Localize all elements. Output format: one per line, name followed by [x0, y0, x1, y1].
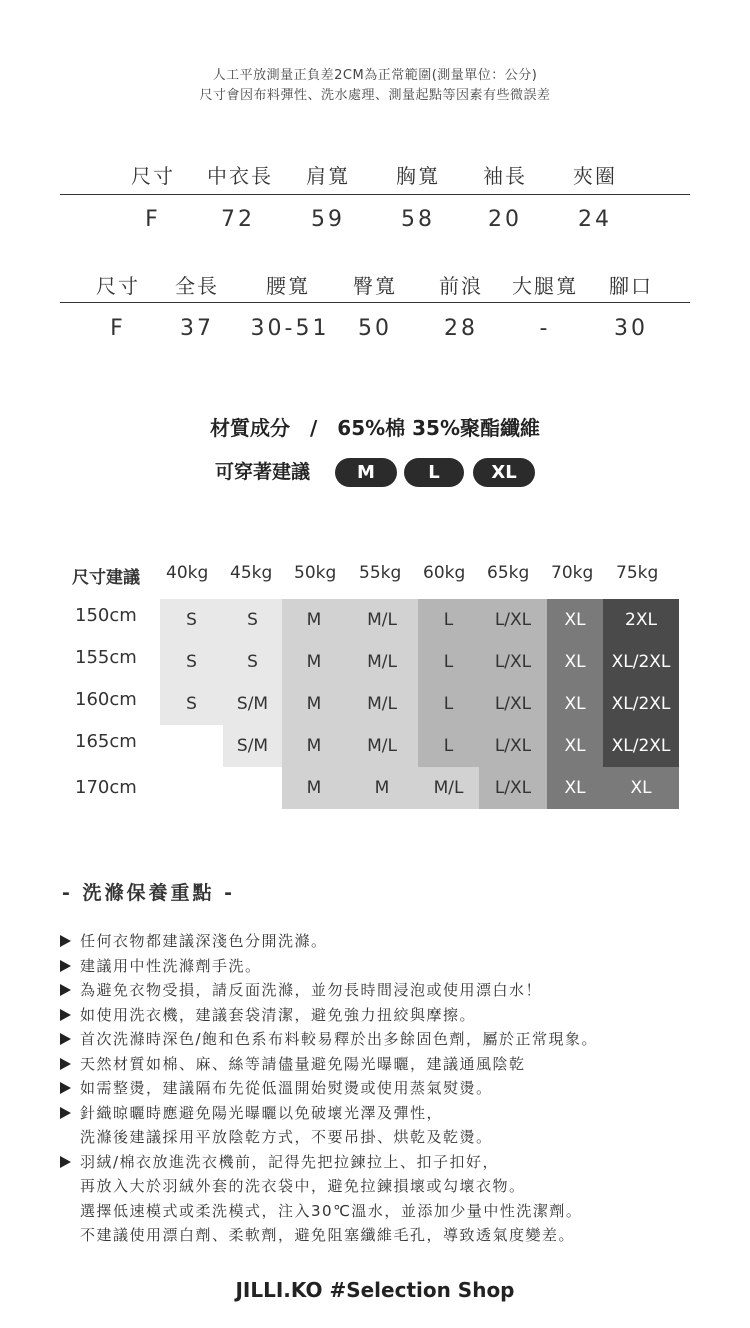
grid-cell: S/M — [223, 683, 282, 725]
bullet-triangle-icon — [60, 1156, 71, 1168]
grid-cell: L/XL — [479, 599, 547, 641]
grid-weight-45: 45kg — [230, 563, 273, 583]
top-value-shoulder: 59 — [311, 207, 345, 232]
bottom-header-waist: 腰寬 — [266, 274, 310, 298]
care-item-text: 針織晾曬時應避免陽光曝曬以免破壞光澤及彈性， — [80, 1103, 444, 1122]
care-item-text: 如使用洗衣機，建議套袋清潔，避免強力扭絞與摩擦。 — [80, 1005, 477, 1024]
grid-cell: M — [282, 599, 346, 641]
care-item-text: 洗滌後建議採用平放陰乾方式，不要吊掛、烘乾及乾燙。 — [80, 1128, 493, 1146]
grid-cell: M/L — [346, 683, 418, 725]
measure-note-line1: 人工平放測量正負差2CM為正常範圍(測量單位：公分) — [212, 68, 538, 83]
grid-cell: L/XL — [479, 641, 547, 683]
material-composition: 材質成分 / 65%棉 35%聚酯纖維 — [209, 416, 540, 440]
bullet-triangle-icon — [60, 960, 71, 972]
top-value-armhole: 24 — [578, 207, 612, 232]
top-value-length: 72 — [221, 207, 255, 232]
grid-cell: L — [418, 599, 479, 641]
grid-cell: M/L — [418, 767, 479, 809]
care-item-text: 選擇低速模式或柔洗模式，注入30℃溫水，並添加少量中性洗潔劑。 — [80, 1201, 583, 1220]
bottom-header-hem: 腳口 — [609, 274, 653, 298]
recommend-label: 可穿著建議 — [215, 461, 311, 483]
grid-height-160: 160cm — [75, 689, 137, 710]
grid-cell: L/XL — [479, 725, 547, 767]
bullet-triangle-icon — [60, 984, 71, 996]
top-header-length: 中衣長 — [207, 164, 273, 188]
grid-cell: M — [282, 725, 346, 767]
bottom-header-thigh: 大腿寬 — [512, 274, 578, 298]
grid-cell: S/M — [223, 725, 282, 767]
care-title: - 洗滌保養重點 - — [62, 882, 236, 904]
grid-cell: S — [160, 599, 223, 641]
bullet-triangle-icon — [60, 1009, 71, 1021]
care-item-text: 如需整燙，建議隔布先從低溫開始熨燙或使用蒸氣熨燙。 — [80, 1079, 493, 1097]
grid-cell: XL/2XL — [603, 683, 679, 725]
grid-cell: XL/2XL — [603, 641, 679, 683]
bottom-value-length: 37 — [180, 316, 214, 341]
grid-cell: M — [346, 767, 418, 809]
grid-cell: L/XL — [479, 683, 547, 725]
bottom-header-hip: 臀寬 — [353, 274, 397, 298]
care-item-text: 為避免衣物受損，請反面洗滌，並勿長時間浸泡或使用漂白水！ — [80, 981, 543, 999]
care-item-text: 羽絨/棉衣放進洗衣機前，記得先把拉鍊拉上、扣子扣好， — [80, 1152, 500, 1171]
grid-cell: 2XL — [603, 599, 679, 641]
grid-cell: XL/2XL — [603, 725, 679, 767]
grid-cell: XL — [547, 641, 603, 683]
care-item-text: 首次洗滌時深色/飽和色系布料較易釋於出多餘固色劑，屬於正常現象。 — [80, 1030, 599, 1048]
bottom-value-waist: 30-51 — [250, 316, 330, 341]
bottom-header-size: 尺寸 — [96, 274, 140, 298]
grid-cell: S — [223, 641, 282, 683]
care-item-text: 任何衣物都建議深淺色分開洗滌。 — [80, 932, 328, 950]
grid-cell: M/L — [346, 599, 418, 641]
care-item-text: 天然材質如棉、麻、絲等請儘量避免陽光曝曬，建議通風陰乾 — [80, 1054, 526, 1073]
grid-corner-label: 尺寸建議 — [72, 568, 140, 588]
grid-cell: XL — [547, 599, 603, 641]
bottom-value-hem: 30 — [614, 316, 648, 341]
bottom-value-hip: 50 — [358, 316, 392, 341]
grid-cell: M — [282, 683, 346, 725]
bottom-value-rise: 28 — [444, 316, 478, 341]
top-header-shoulder: 肩寬 — [306, 164, 350, 188]
top-header-size: 尺寸 — [131, 164, 175, 188]
grid-cell: M — [282, 767, 346, 809]
grid-cell: XL — [603, 767, 679, 809]
grid-cell — [160, 767, 223, 809]
grid-cell: S — [160, 683, 223, 725]
grid-weight-50: 50kg — [294, 563, 337, 583]
care-item-text: 建議用中性洗滌劑手洗。 — [80, 956, 262, 975]
grid-weight-60: 60kg — [423, 563, 466, 583]
bullet-triangle-icon — [60, 1082, 71, 1094]
grid-weight-70: 70kg — [551, 563, 594, 583]
grid-weight-40: 40kg — [166, 563, 209, 583]
grid-cell: M — [282, 641, 346, 683]
bullet-triangle-icon — [60, 1107, 71, 1119]
grid-cell: L — [418, 683, 479, 725]
grid-cell: S — [223, 599, 282, 641]
top-value-sleeve: 20 — [488, 207, 522, 232]
grid-cell: XL — [547, 725, 603, 767]
top-value-size: F — [145, 207, 161, 232]
top-value-chest: 58 — [401, 207, 435, 232]
grid-height-155: 155cm — [75, 647, 137, 668]
shop-footer: JILLI.KO #Selection Shop — [235, 1278, 515, 1302]
top-header-armhole: 夾圈 — [573, 164, 617, 188]
bullet-triangle-icon — [60, 1058, 71, 1070]
grid-weight-65: 65kg — [487, 563, 530, 583]
grid-weight-55: 55kg — [359, 563, 402, 583]
grid-cell — [223, 767, 282, 809]
grid-cell: M/L — [346, 641, 418, 683]
recommend-size-m: M — [335, 458, 397, 487]
top-header-chest: 胸寬 — [396, 164, 440, 188]
recommend-size-xl: XL — [473, 458, 535, 487]
bottom-header-rise: 前浪 — [439, 274, 483, 298]
grid-weight-75: 75kg — [616, 563, 659, 583]
top-header-sleeve: 袖長 — [483, 164, 527, 188]
grid-height-165: 165cm — [75, 731, 137, 752]
care-item-text: 不建議使用漂白劑、柔軟劑，避免阻塞纖維毛孔，導致透氣度變差。 — [80, 1226, 576, 1244]
grid-cell: XL — [547, 683, 603, 725]
measure-note-line2: 尺寸會因布料彈性、洗水處理、測量起點等因素有些微誤差 — [199, 88, 551, 103]
grid-cell: L/XL — [479, 767, 547, 809]
grid-cell: S — [160, 641, 223, 683]
bottom-header-length: 全長 — [175, 274, 219, 298]
grid-cell: XL — [547, 767, 603, 809]
bottom-value-size: F — [110, 316, 126, 341]
grid-cell — [160, 725, 223, 767]
top-table-divider — [60, 194, 690, 195]
bottom-value-thigh: - — [539, 316, 551, 341]
grid-cell: L — [418, 725, 479, 767]
grid-height-150: 150cm — [75, 605, 137, 626]
recommend-size-l: L — [404, 458, 464, 487]
grid-cell: M/L — [346, 725, 418, 767]
bullet-triangle-icon — [60, 1033, 71, 1045]
care-item-text: 再放入大於羽絨外套的洗衣袋中，避免拉鍊損壞或勾壞衣物。 — [80, 1177, 526, 1195]
bottom-table-divider — [60, 302, 690, 303]
grid-height-170: 170cm — [75, 777, 137, 798]
bullet-triangle-icon — [60, 935, 71, 947]
grid-cell: L — [418, 641, 479, 683]
